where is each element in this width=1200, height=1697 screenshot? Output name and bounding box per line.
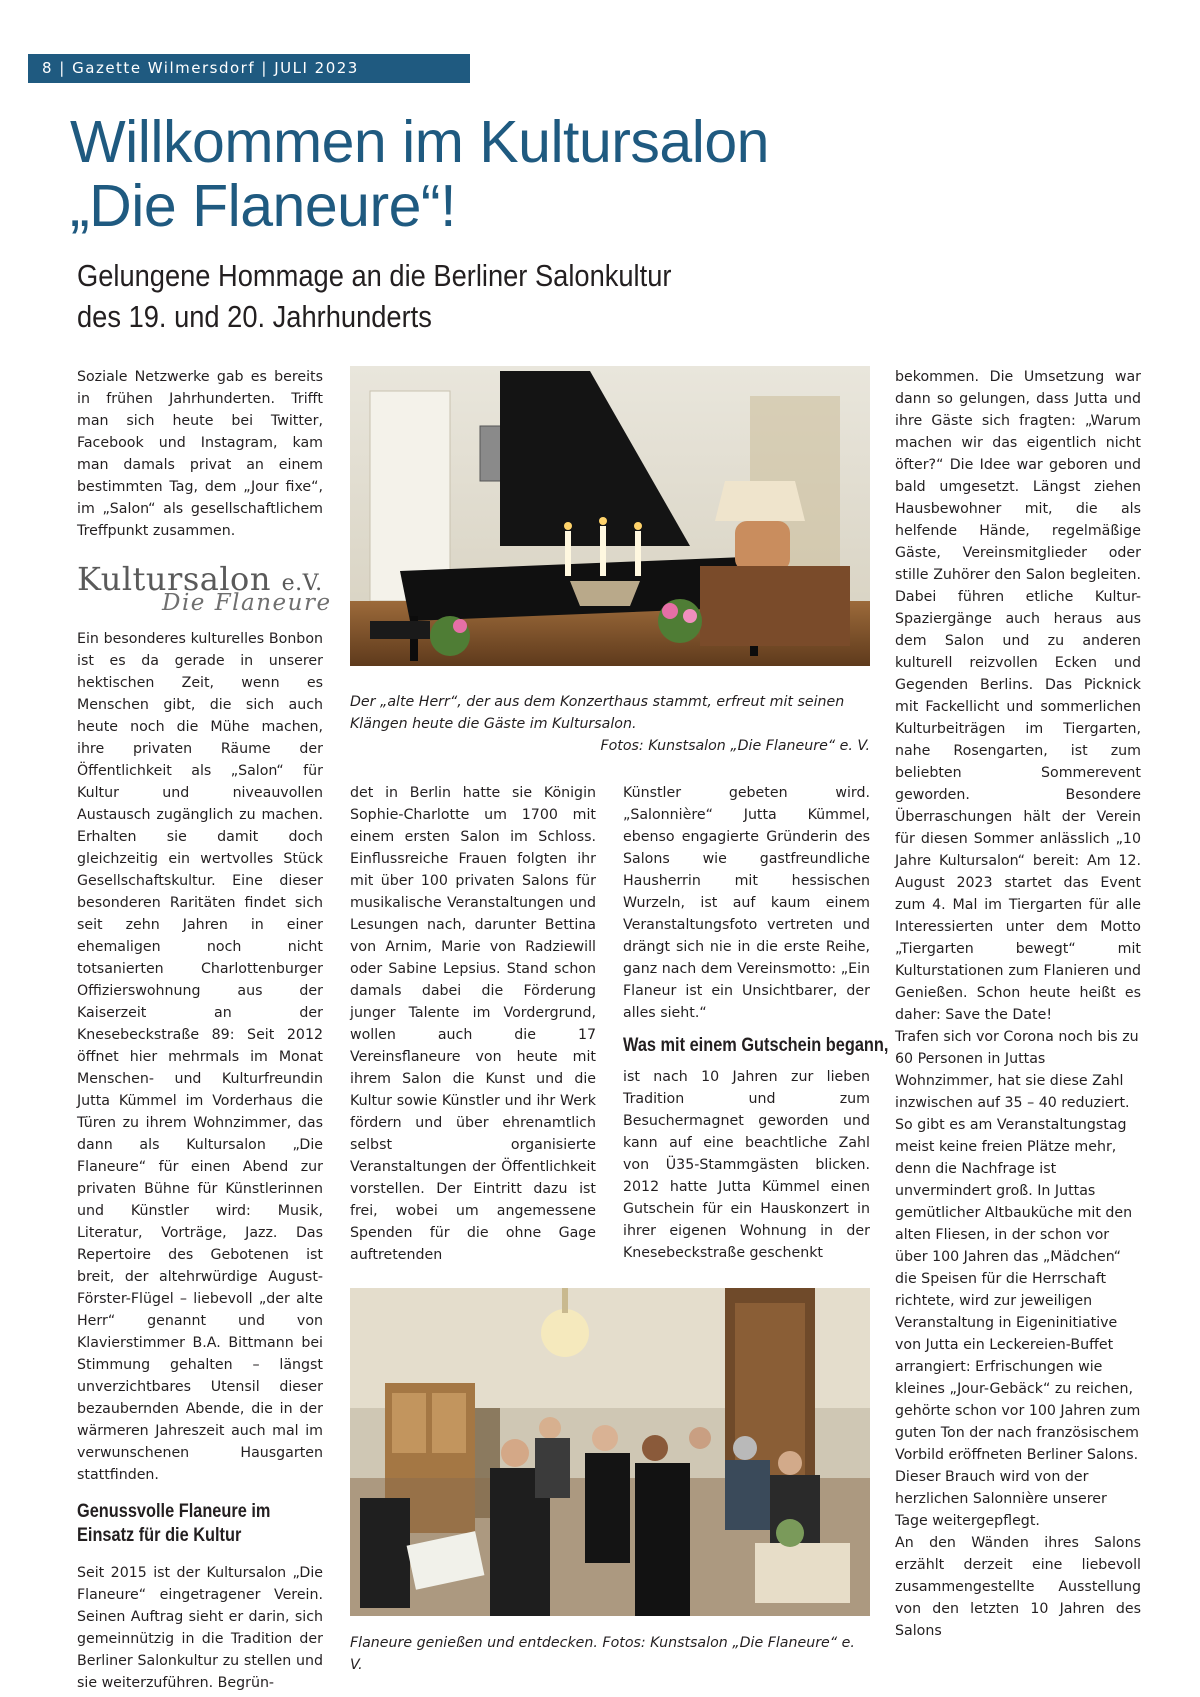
column-1-intro <box>77 366 323 542</box>
section-heading-1a: Genussvolle Flaneure im <box>77 1501 271 1522</box>
caption-line-1: Der „alte Herr“, der aus dem Konzerthaus stammt, erfreut mit seinen <box>350 694 845 710</box>
body-paragraph: det in Berlin hatte sie Königin Sophie-Charlotte um 1700 mit einem ersten Salon im Schloss. Einflussreiche Frauen folgten ihr mit über 100 privaten Salons für musikalische Veranstaltungen und Lesungen nach, darunter Bettina von Arnim, Marie von Radziewill oder Sabine Lepsius. Stand schon damals dabei die Förderung junger Talente im Vordergrund, wollen auch die 17 Vereinsflaneure von heute mit ihrem Salon die Kunst und die Kultur sowie Künstler und ihr Werk fördern und über ehrenamtlich selbst organisierte Veranstaltungen der Öffentlichkeit vorstellen. Der Eintritt dazu ist frei, wobei um angemessene Spenden für die ohne Gage auftretenden <box>350 785 596 1263</box>
photo-credit: Fotos: Kunstsalon „Die Flaneure“ e. V. <box>600 738 870 754</box>
body-paragraph: Ein besonderes kulturelles Bonbon ist es da gerade in unserer hektischen Zeit, wenn es Menschen gibt, die sich auch heute noch die Mühe machen, ihre privaten Räume der Öffentlichkeit als „Salon“ für Kultur und niveauvollen Austausch zugänglich zu machen. Erhalten sie damit doch gleichzeitig ein wertvolles Stück Gesellschaftskultur. Eine dieser besonderen Raritäten findet sich seit zehn Jahren in einer ehemaligen noch nicht totsanierten Charlottenburger Offizierswohnung aus der Kaiserzeit an der Knesebeckstraße 89: Seit 2012 öffnet hier mehrmals im Monat Menschen- und Kulturfreundin Jutta Kümmel im Vorderhaus die Türen zu ihrem Wohnzimmer, das dann als Kultursalon „Die Flaneure“ für einen Abend zur privaten Bühne für Künstlerinnen und Künstler wird: Musik, Literatur, Vorträge, Jazz. Das Repertoire des Gebotenen ist breit, der altehrwürdige August-Förster-Flügel – liebevoll „der alte Herr“ genannt und von Klavierstimmer B.A. Bittmann bei Stimmung gehalten – längst unverzichtbares Utensil dieser bezaubernden Abende, die in der wärmeren Jahreszeit auch mal im verwunschenen Hausgarten stattfinden. <box>77 631 323 1483</box>
running-head: 8 | Gazette Wilmersdorf | JULI 2023 <box>42 59 359 77</box>
subtitle <box>77 255 671 337</box>
body-paragraph: An den Wänden ihres Salons erzählt derzeit eine liebevoll zusammengestellte Ausstellung von den letzten 10 Jahren des Salons <box>895 1535 1141 1639</box>
caption-text: Flaneure genießen und entdecken. Fotos: Kunstsalon „Die Flaneure“ e. V. <box>350 1635 855 1673</box>
section-heading-1b: Einsatz für die Kultur <box>77 1525 242 1546</box>
title-line-1: Willkommen im Kultursalon <box>70 109 769 175</box>
column-4 <box>895 366 1141 1642</box>
photo-1-caption <box>350 691 870 757</box>
intro-paragraph: Soziale Netzwerke gab es bereits in frühen Jahrhunderten. Trifft man sich heute bei Twitter, Facebook und Instagram, kam man damals privat an einem bestimmten Tag, dem „Jour fixe“, im „Salon“ als gesellschaftlichem Treffpunkt zusammen. <box>77 369 323 539</box>
body-paragraph: Seit 2015 ist der Kultursalon „Die Flaneure“ eingetragener Verein. Seinen Auftrag sieht er darin, sich gemeinnützig in die Tradition der Berliner Salonkultur zu stellen und sie weiterzuführen. Begrün- <box>77 1565 323 1691</box>
kultursalon-logo <box>77 560 332 618</box>
section-heading-2: Was mit einem Gutschein begann, <box>623 1035 889 1056</box>
page-title <box>70 110 769 238</box>
photo-grand-piano <box>350 366 870 666</box>
body-paragraph: ist nach 10 Jahren zur lieben Tradition und zum Besuchermagnet geworden und kann auf eine beachtliche Zahl von Ü35-Stammgästen blicken. 2012 hatte Jutta Kümmel einen Gutschein für ein Hauskonzert in ihrer eigenen Wohnung in der Knesebeckstraße geschenkt <box>623 1069 870 1261</box>
body-paragraph: Trafen sich vor Corona noch bis zu 60 Personen in Juttas Wohnzimmer, hat sie diese Zahl inzwischen auf 35 – 40 reduziert. So gibt es am Veranstaltungstag meist keine freien Plätze mehr, denn die Nachfrage ist unvermindert groß. In Juttas gemütlicher Altbauküche mit den alten Fliesen, in der schon vor über 100 Jahren das „Mädchen“ die Speisen für die Herrschaft richtete, wird zur jeweiligen Veranstaltung in Eigeninitiative von Jutta ein Leckereien-Buffet arrangiert: Erfrischungen wie kleines „Jour-Gebäck“ zu reichen, gehörte schon vor 100 Jahren zum guten Ton der nach französischem Vorbild eröffneten Berliner Salons. Dieser Brauch wird von der herzlichen Salonnière unserer Tage weitergepflegt. <box>895 1029 1141 1529</box>
column-2 <box>350 782 596 1266</box>
logo-line-2: Die Flaneure <box>162 590 332 616</box>
body-paragraph: Künstler gebeten wird. „Salonnière“ Jutta Kümmel, ebenso engagierte Gründerin des Salons wie gastfreundliche Hausherrin mit hessischen Wurzeln, ist auf kaum einem Veranstaltungsfoto vertreten und drängt sich nie in die erste Reihe, ganz nach dem Vereinsmotto: „Ein Flaneur ist ein Unsichtbarer, der alles sieht.“ <box>623 785 870 1021</box>
body-paragraph: bekommen. Die Umsetzung war dann so gelungen, dass Jutta und ihre Gäste sich fragten: „Warum machen wir das eigentlich nicht öfter?“ Die Idee war geboren und bald umgesetzt. Längst ziehen Hausbewohner mit, die als helfende Hände, regelmäßige Gäste, Vereinsmitglieder oder stille Zuhörer den Salon begleiten. Dabei führen etliche Kultur-Spaziergänge auch heraus aus dem Salon und zu anderen kulturell reizvollen Ecken und Gegenden Berlins. Das Picknick mit Fackellicht und sommerlichen Kulturbeiträgen im Tiergarten, nahe Rosengarten, ist zum beliebten Sommerevent geworden. Besondere Überraschungen hält der Verein für diesen Sommer anlässlich „10 Jahre Kultursalon“ bereit: Am 12. August 2023 startet das Event zum 4. Mal im Tiergarten für alle Interessierten unter dem Motto „Tiergarten bewegt“ mit Kulturstationen zum Flanieren und Genießen. Schon heute heißt es daher: Save the Date! <box>895 369 1141 1023</box>
running-head-bar <box>28 54 470 83</box>
photo-salon-guests <box>350 1288 870 1616</box>
photo-2-caption <box>350 1632 870 1676</box>
subtitle-line-1: Gelungene Hommage an die Berliner Salonkultur <box>77 258 672 293</box>
logo-line-1: Kultursalon <box>77 560 271 598</box>
piano-photo-illustration <box>350 366 870 666</box>
column-3 <box>623 782 889 1264</box>
column-1-body <box>77 628 323 1694</box>
caption-line-2: Klängen heute die Gäste im Kultursalon. <box>350 716 637 732</box>
logo-suffix: e.V. <box>281 571 323 596</box>
guests-photo-illustration <box>350 1288 870 1616</box>
title-line-2: „Die Flaneure“! <box>70 173 456 239</box>
subtitle-line-2: des 19. und 20. Jahrhunderts <box>77 299 432 334</box>
